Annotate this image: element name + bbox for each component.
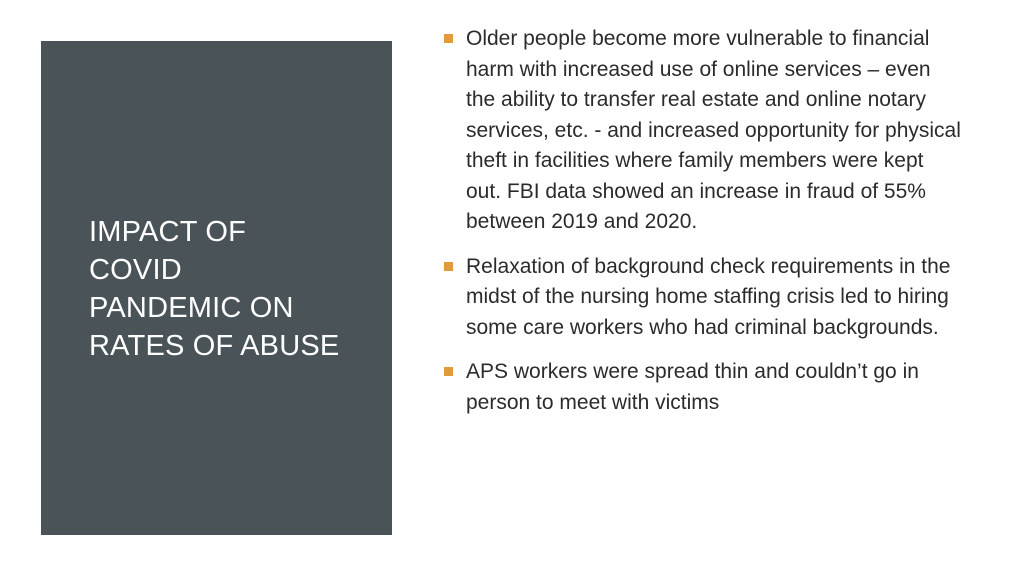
square-bullet-icon [444,34,453,43]
slide-title-line: COVID [89,254,182,286]
title-panel [41,41,392,535]
slide-title [89,213,379,365]
bullet-list [442,24,962,432]
bullet-item [442,357,962,418]
bullet-text: Older people become more vulnerable to financial harm with increased use of online services – even the ability to transfer real estate and online notary services, etc. - and increased opportunity for physical theft in facilities where family members were kept out. FBI data showed an increase in fraud of 55% between 2019 and 2020. [466,27,961,233]
bullet-text: APS workers were spread thin and couldn’t go in person to meet with victims [466,360,919,414]
bullet-item [442,252,962,344]
slide-title-line: IMPACT OF [89,216,247,248]
bullet-text: Relaxation of background check requirements in the midst of the nursing home staffing crisis led to hiring some care workers who had criminal backgrounds. [466,254,951,339]
slide-title-line: PANDEMIC ON [89,292,294,324]
slide-title-line: RATES OF ABUSE [89,330,340,362]
bullet-item [442,24,962,238]
square-bullet-icon [444,262,453,271]
square-bullet-icon [444,367,453,376]
